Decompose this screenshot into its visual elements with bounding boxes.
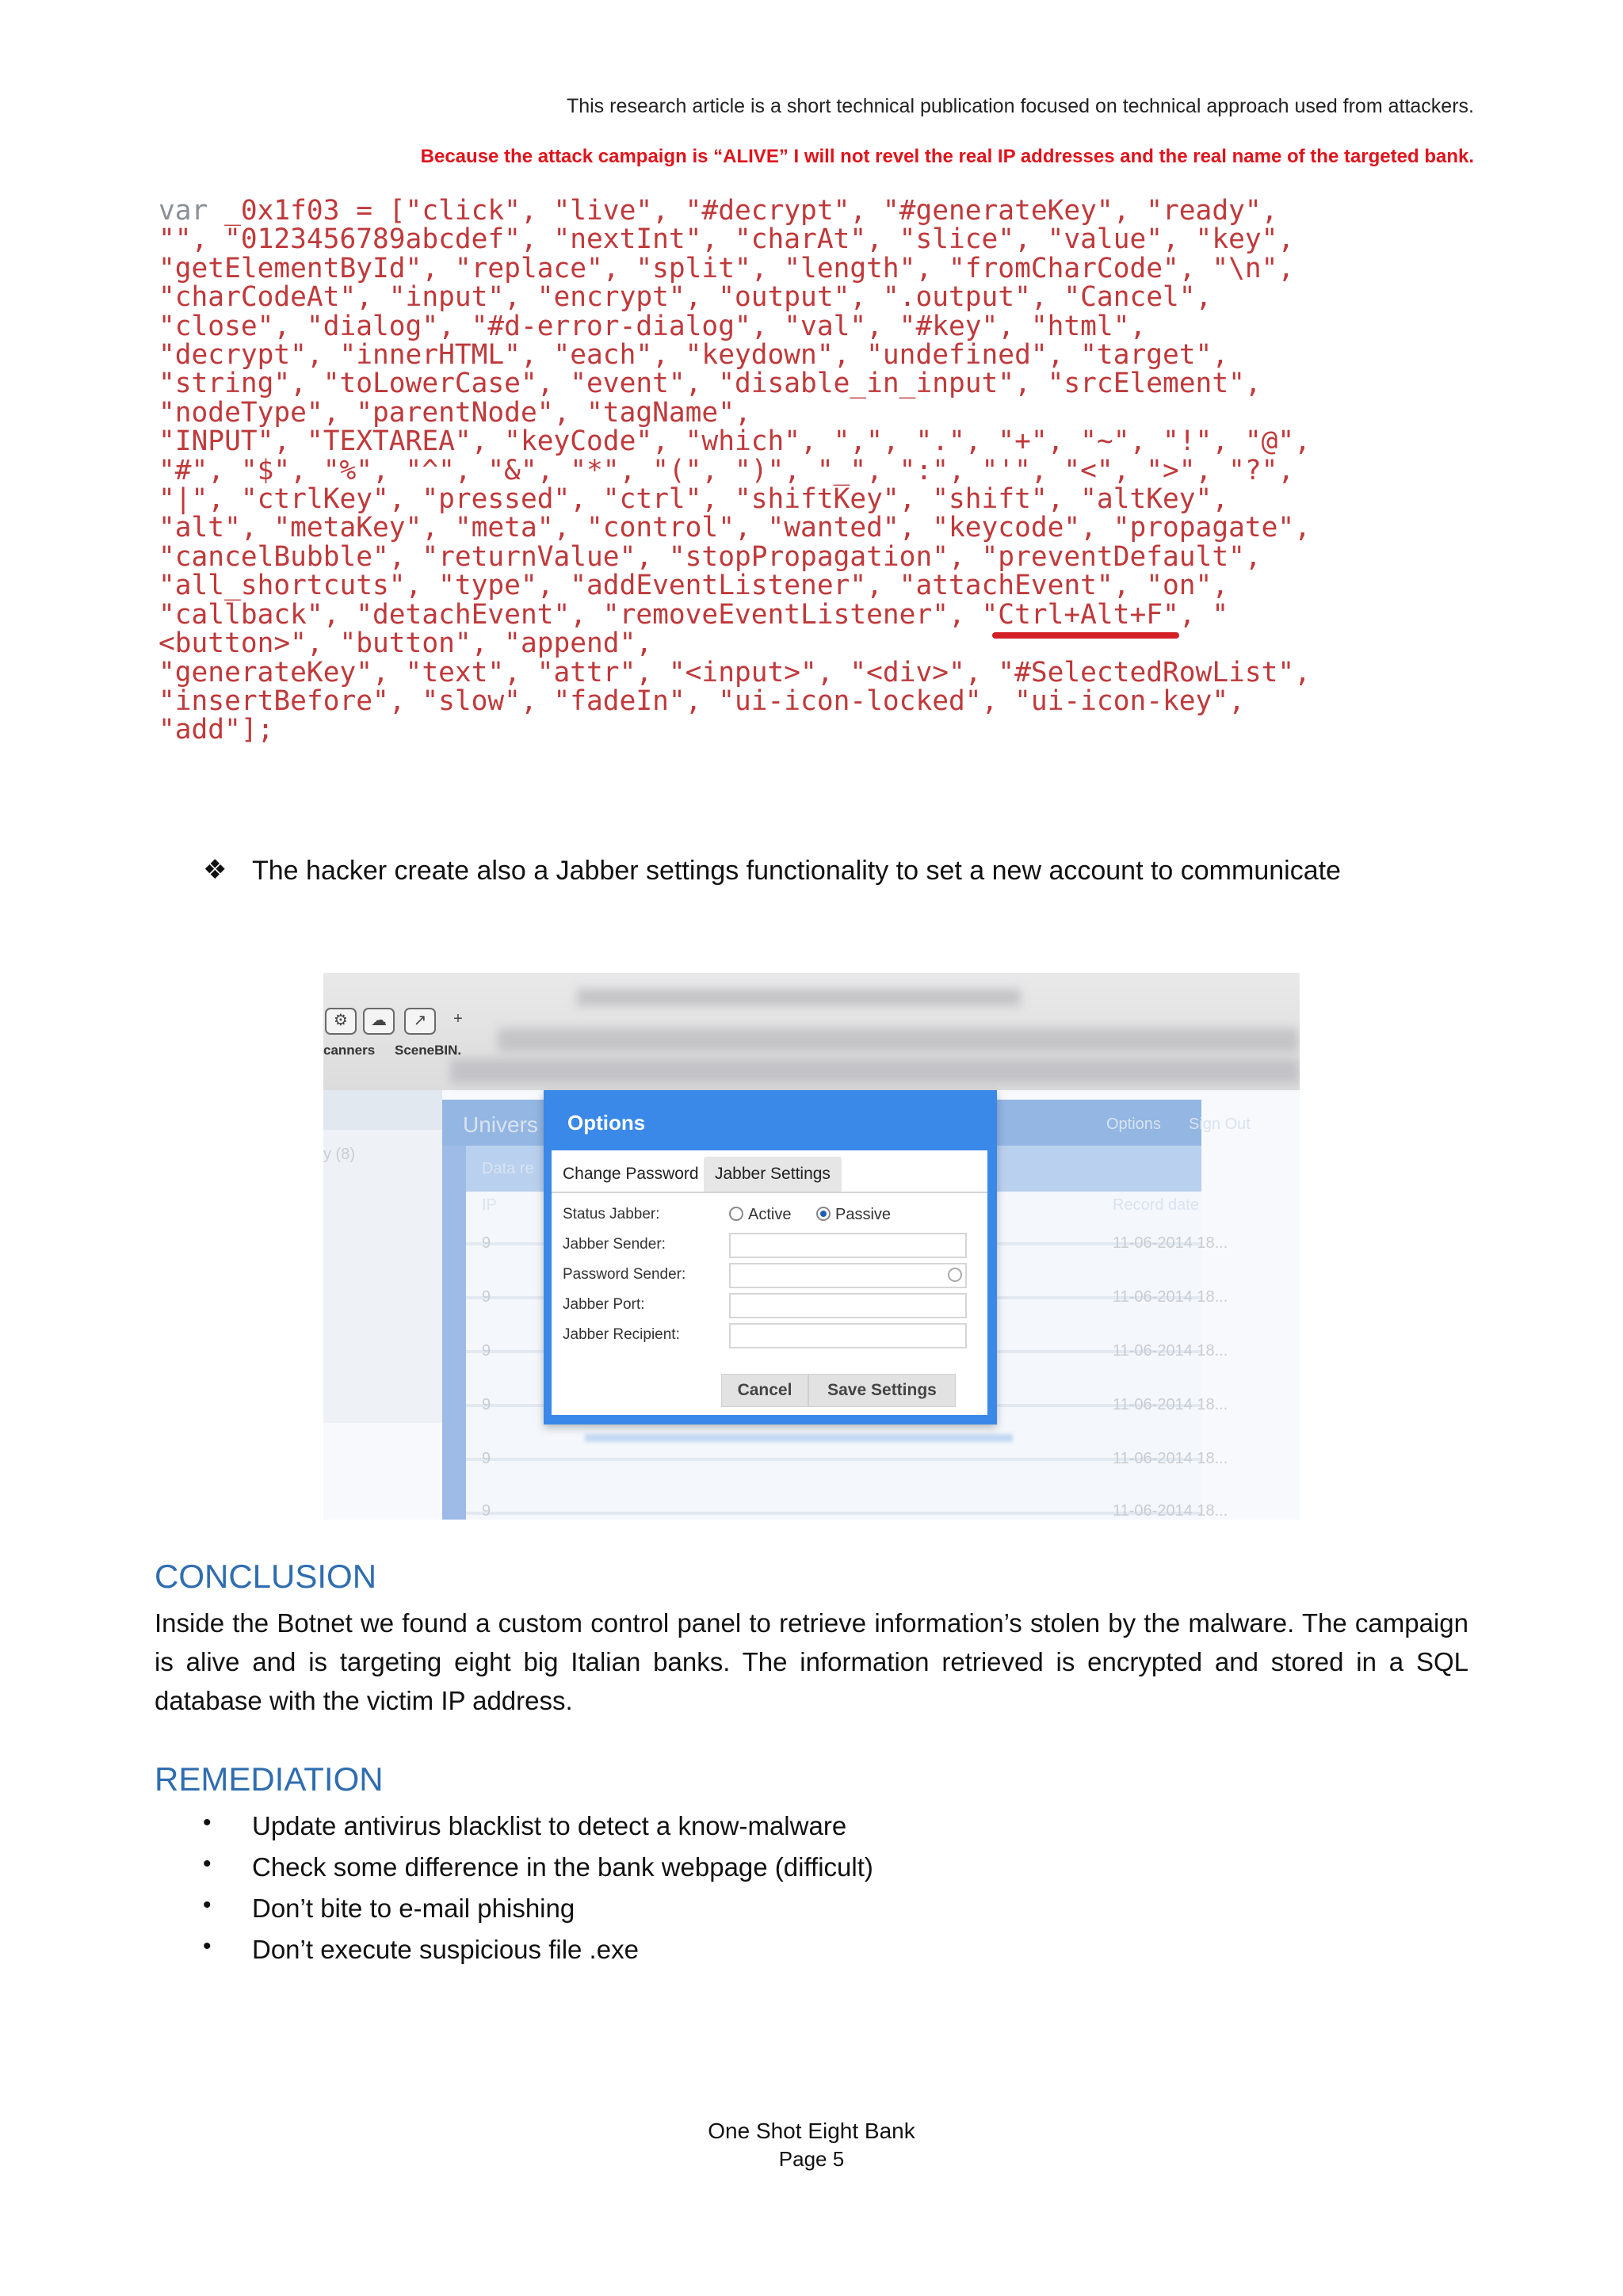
bg-panel-side xyxy=(442,1146,466,1520)
bg-col-ip: IP xyxy=(482,1196,497,1214)
bg-row-date: 11-06-2014 18... xyxy=(1113,1342,1228,1360)
remediation-item: Don’t bite to e-mail phishing xyxy=(252,1894,575,1923)
bg-add-button[interactable]: Data re xyxy=(482,1160,534,1177)
bg-row-date: 11-06-2014 18... xyxy=(1113,1234,1228,1252)
jabber-sender-label: Jabber Sender: xyxy=(563,1236,666,1253)
bullet-dot-icon: • xyxy=(203,1851,212,1877)
bg-signout-link[interactable]: Sign Out xyxy=(1189,1116,1251,1133)
code-line: "close", "dialog", "#d-error-dialog", "val", "#key", "html", xyxy=(158,310,1147,342)
bg-row-ip: 9 xyxy=(482,1234,491,1252)
diamond-bullet-icon: ❖ xyxy=(203,855,227,885)
bullet-dot-icon: • xyxy=(203,1810,212,1836)
code-line: "all_shortcuts", "type", "addEventListener", "attachEvent", "on", xyxy=(158,570,1229,602)
bullet-text: The hacker create also a Jabber settings functionality to set a new account to communicate xyxy=(252,856,1341,886)
code-line: "string", "toLowerCase", "event", "disable_in_input", "srcElement", xyxy=(158,368,1262,400)
code-line: "decrypt", "innerHTML", "each", "keydown", "undefined", "target", xyxy=(158,339,1229,372)
conclusion-heading: CONCLUSION xyxy=(155,1558,377,1595)
plus-icon[interactable]: + xyxy=(453,1010,463,1028)
side-count: y (8) xyxy=(323,1146,355,1163)
bg-row-date: 11-06-2014 18... xyxy=(1113,1502,1228,1520)
remediation-item: Check some difference in the bank webpage (difficult) xyxy=(252,1852,873,1882)
code-line: "generateKey", "text", "attr", "<input>", "<div>", "#SelectedRowList", xyxy=(158,656,1311,688)
remediation-item: Update antivirus blacklist to detect a know-malware xyxy=(252,1811,847,1840)
header-note: This research article is a short technical publication focused on technical approach used from attackers. xyxy=(566,95,1474,117)
bg-title: Univers xyxy=(463,1112,538,1137)
blurred-tabs xyxy=(498,1028,1298,1052)
bg-row-ip: 9 xyxy=(482,1396,491,1413)
radio-active[interactable] xyxy=(729,1207,743,1221)
code-line: "callback", "detachEvent", "removeEventListener", "Ctrl+Alt+F", " xyxy=(158,598,1229,631)
code-line: "#", "$", "%", "^", "&", "*", "(", ")", "_", ":", "'", "<", ">", "?", xyxy=(158,454,1295,486)
radio-passive[interactable] xyxy=(816,1207,831,1221)
status-jabber-label: Status Jabber: xyxy=(563,1206,660,1222)
code-line: "nodeType", "parentNode", "tagName", xyxy=(158,396,751,429)
code-line: _0x1f03 = ["click", "live", "#decrypt", "#generateKey", "ready", xyxy=(208,195,1278,227)
code-line: "add"]; xyxy=(158,714,274,746)
jabber-sender-input[interactable] xyxy=(729,1233,967,1258)
save-settings-button[interactable]: Save Settings xyxy=(808,1374,956,1407)
tab-change-password[interactable]: Change Password xyxy=(563,1165,699,1183)
password-sender-input[interactable] xyxy=(729,1263,967,1288)
dialog-shadow xyxy=(585,1434,1013,1442)
highlight-underline xyxy=(992,632,1179,639)
code-line: "charCodeAt", "input", "encrypt", "output", ".output", "Cancel", xyxy=(158,281,1212,314)
code-line: "alt", "metaKey", "meta", "control", "wanted", "keycode", "propagate", xyxy=(158,512,1311,544)
options-dialog xyxy=(544,1090,997,1425)
reveal-password-icon[interactable] xyxy=(948,1268,962,1282)
radio-passive-label: Passive xyxy=(835,1206,892,1223)
bullet-dot-icon: • xyxy=(203,1892,212,1918)
jabber-recipient-input[interactable] xyxy=(729,1323,967,1348)
bg-row-date: 11-06-2014 18... xyxy=(1113,1288,1228,1306)
code-line: "", "0123456789abcdef", "nextInt", "charAt", "slice", "value", "key", xyxy=(158,223,1295,256)
remediation-heading: REMEDIATION xyxy=(155,1760,384,1798)
extension-icon[interactable]: ⚙ xyxy=(325,1008,357,1035)
toolbar-label: SceneBIN. xyxy=(395,1043,462,1058)
bg-row-date: 11-06-2014 18... xyxy=(1113,1450,1228,1467)
password-sender-label: Password Sender: xyxy=(563,1266,686,1283)
code-line: "cancelBubble", "returnValue", "stopPropagation", "preventDefault", xyxy=(158,540,1262,573)
dialog-body xyxy=(552,1150,987,1415)
remediation-item: Don’t execute suspicious file .exe xyxy=(252,1935,639,1964)
blurred-address xyxy=(450,1058,1300,1084)
bg-col-date: Record date xyxy=(1113,1196,1199,1214)
code-line: <button>", "button", "append", xyxy=(158,627,653,660)
jabber-port-label: Jabber Port: xyxy=(563,1296,645,1313)
code-line: "|", "ctrlKey", "pressed", "ctrl", "shiftKey", "shift", "altKey", xyxy=(158,483,1229,516)
cancel-button[interactable]: Cancel xyxy=(721,1374,808,1407)
left-panel-header xyxy=(323,1090,442,1130)
code-line: "insertBefore", "slow", "fadeIn", "ui-icon-locked", "ui-icon-key", xyxy=(158,685,1245,717)
bg-row-ip: 9 xyxy=(482,1450,491,1467)
code-line: "getElementById", "replace", "split", "length", "fromCharCode", "\n", xyxy=(158,252,1295,284)
jabber-recipient-label: Jabber Recipient: xyxy=(563,1326,680,1343)
code-line: "INPUT", "TEXTAREA", "keyCode", "which", ",", ".", "+", "~", "!", "@", xyxy=(158,425,1311,458)
jabber-settings-screenshot xyxy=(323,973,1300,1520)
header-warning: Because the attack campaign is “ALIVE” I will not revel the real IP addresses and the real name of the targeted bank. xyxy=(420,146,1474,167)
bg-row-ip: 9 xyxy=(482,1502,491,1520)
toolbar-label: canners xyxy=(323,1043,376,1058)
footer-title: One Shot Eight Bank xyxy=(708,2119,915,2143)
share-icon[interactable]: ↗ xyxy=(404,1008,436,1035)
radio-active-label: Active xyxy=(748,1206,792,1223)
bullet-dot-icon: • xyxy=(203,1933,212,1959)
tab-divider xyxy=(552,1192,987,1193)
code-snippet xyxy=(158,196,1331,745)
bg-row-date: 11-06-2014 18... xyxy=(1113,1396,1228,1413)
bg-row-ip: 9 xyxy=(482,1342,491,1360)
tab-jabber-settings[interactable]: Jabber Settings xyxy=(704,1157,842,1192)
jabber-port-input[interactable] xyxy=(729,1293,967,1318)
blurred-title xyxy=(577,989,1021,1006)
bg-row-ip: 9 xyxy=(482,1288,491,1306)
bg-options-link[interactable]: Options xyxy=(1106,1116,1161,1133)
cloud-icon[interactable]: ☁ xyxy=(363,1008,395,1035)
dialog-title: Options xyxy=(567,1111,646,1135)
conclusion-text: Inside the Botnet we found a custom control panel to retrieve information’s stolen by the malware. The campaign is alive and is targeting eight big Italian banks. The information retrieved is encrypted and stored in a SQL database with the victim IP address. xyxy=(155,1608,1468,1715)
footer-page-number: Page 5 xyxy=(778,2147,845,2171)
left-panel xyxy=(323,1090,442,1423)
code-keyword: var xyxy=(158,195,208,227)
